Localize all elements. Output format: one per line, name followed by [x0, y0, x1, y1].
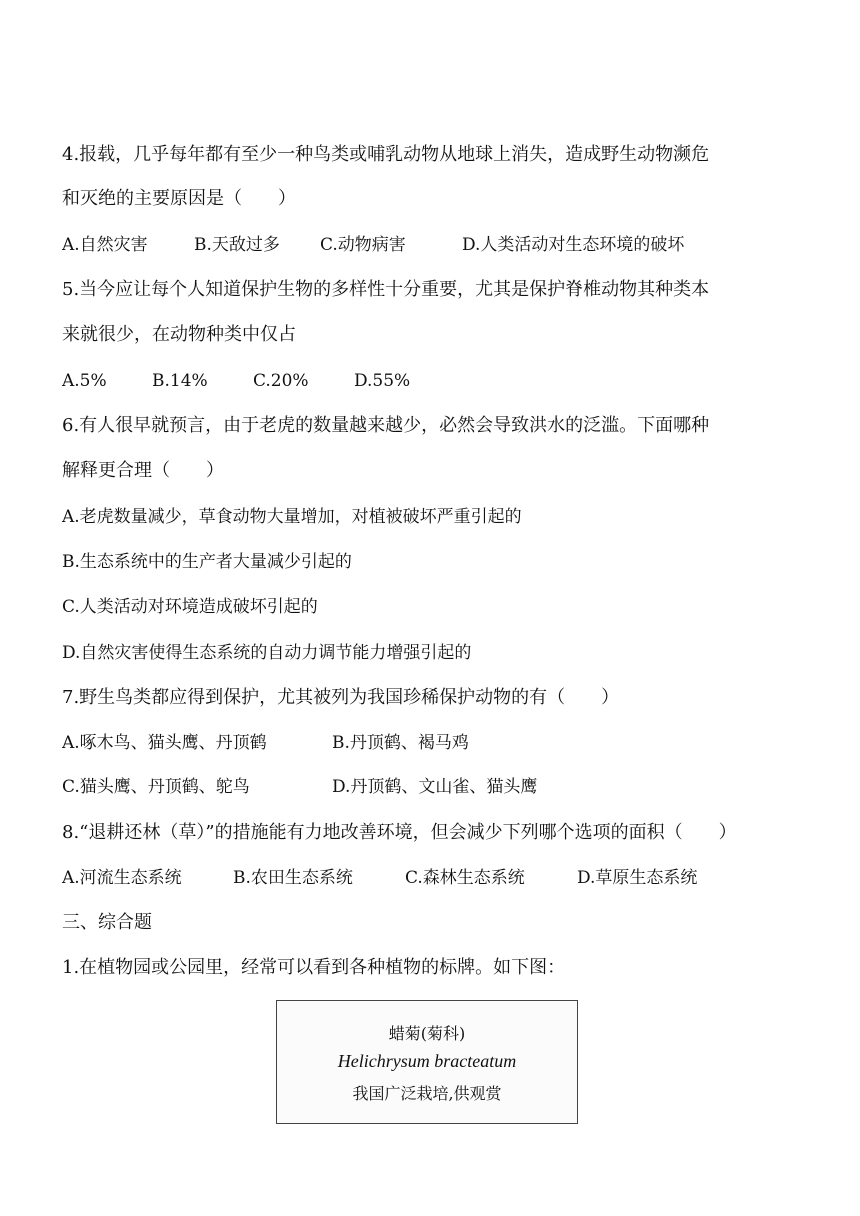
plant-note: 我国广泛栽培,供观赏 — [352, 1084, 502, 1103]
q5-option-a: A.5% — [62, 371, 107, 391]
q6-stem-line1: 6.有人很早就预言，由于老虎的数量越来越少，必然会导致洪水的泛滥。下面哪种 — [62, 415, 710, 436]
q7-options-row1 — [62, 730, 469, 756]
q5-option-d: D.55% — [354, 371, 411, 391]
q8-stem-line1: 8.“退耕还林（草）”的措施能有力地改善环境，但会减少下列哪个选项的面积（ ） — [62, 822, 737, 843]
q7-option-d: D.丹顶鹤、文山雀、猫头鹰 — [332, 777, 538, 797]
q5-stem-line2: 来就很少，在动物种类中仅占 — [62, 324, 296, 345]
q7-option-c: C.猫头鹰、丹顶鹤、鸵鸟 — [62, 777, 250, 797]
q4-option-c: C.动物病害 — [320, 235, 406, 255]
q6-option-c: C.人类活动对环境造成破坏引起的 — [62, 597, 318, 617]
plant-name-latin: Helichrysum bracteatum — [337, 1051, 517, 1071]
q4-option-a: A.自然灾害 — [62, 235, 148, 255]
q5-stem-line1: 5.当今应让每个人知道保护生物的多样性十分重要，尤其是保护脊椎动物其种类本 — [62, 279, 710, 300]
q4-stem-line1: 4.报载，几乎每年都有至少一种鸟类或哺乳动物从地球上消失，造成野生动物濒危 — [62, 144, 710, 165]
q8-option-c: C.森林生态系统 — [405, 868, 525, 888]
plant-sign-figure — [276, 1000, 578, 1124]
q8-option-b: B.农田生态系统 — [233, 868, 353, 888]
q4-stem-line2: 和灭绝的主要原因是（ ） — [62, 188, 296, 209]
c1-stem-line1: 1.在植物园或公园里，经常可以看到各种植物的标牌。如下图： — [62, 957, 566, 978]
q4-option-b: B.天敌过多 — [194, 235, 280, 255]
q6-option-b: B.生态系统中的生产者大量减少引起的 — [62, 552, 352, 572]
q6-stem-line2: 解释更合理（ ） — [62, 460, 224, 481]
q4-option-d: D.人类活动对生态环境的破坏 — [462, 235, 685, 255]
q6-option-d: D.自然灾害使得生态系统的自动力调节能力增强引起的 — [62, 643, 472, 663]
q7-options-row2 — [62, 774, 537, 800]
q8-options — [62, 865, 697, 891]
q5-option-c: C.20% — [253, 371, 309, 391]
q7-option-b: B.丹顶鹤、褐马鸡 — [332, 733, 469, 753]
q5-option-b: B.14% — [152, 371, 208, 391]
q7-option-a: A.啄木鸟、猫头鹰、丹顶鹤 — [62, 733, 267, 753]
q4-options — [62, 232, 684, 258]
q5-options — [62, 368, 410, 394]
plant-name-cn: 蜡菊(菊科) — [388, 1024, 466, 1043]
section-title: 三、综合题 — [62, 912, 152, 933]
q6-option-a: A.老虎数量减少，草食动物大量增加，对植被破坏严重引起的 — [62, 507, 522, 527]
q8-option-a: A.河流生态系统 — [62, 868, 182, 888]
q7-stem-line1: 7.野生鸟类都应得到保护，尤其被列为我国珍稀保护动物的有（ ） — [62, 687, 620, 708]
q8-option-d: D.草原生态系统 — [577, 868, 698, 888]
